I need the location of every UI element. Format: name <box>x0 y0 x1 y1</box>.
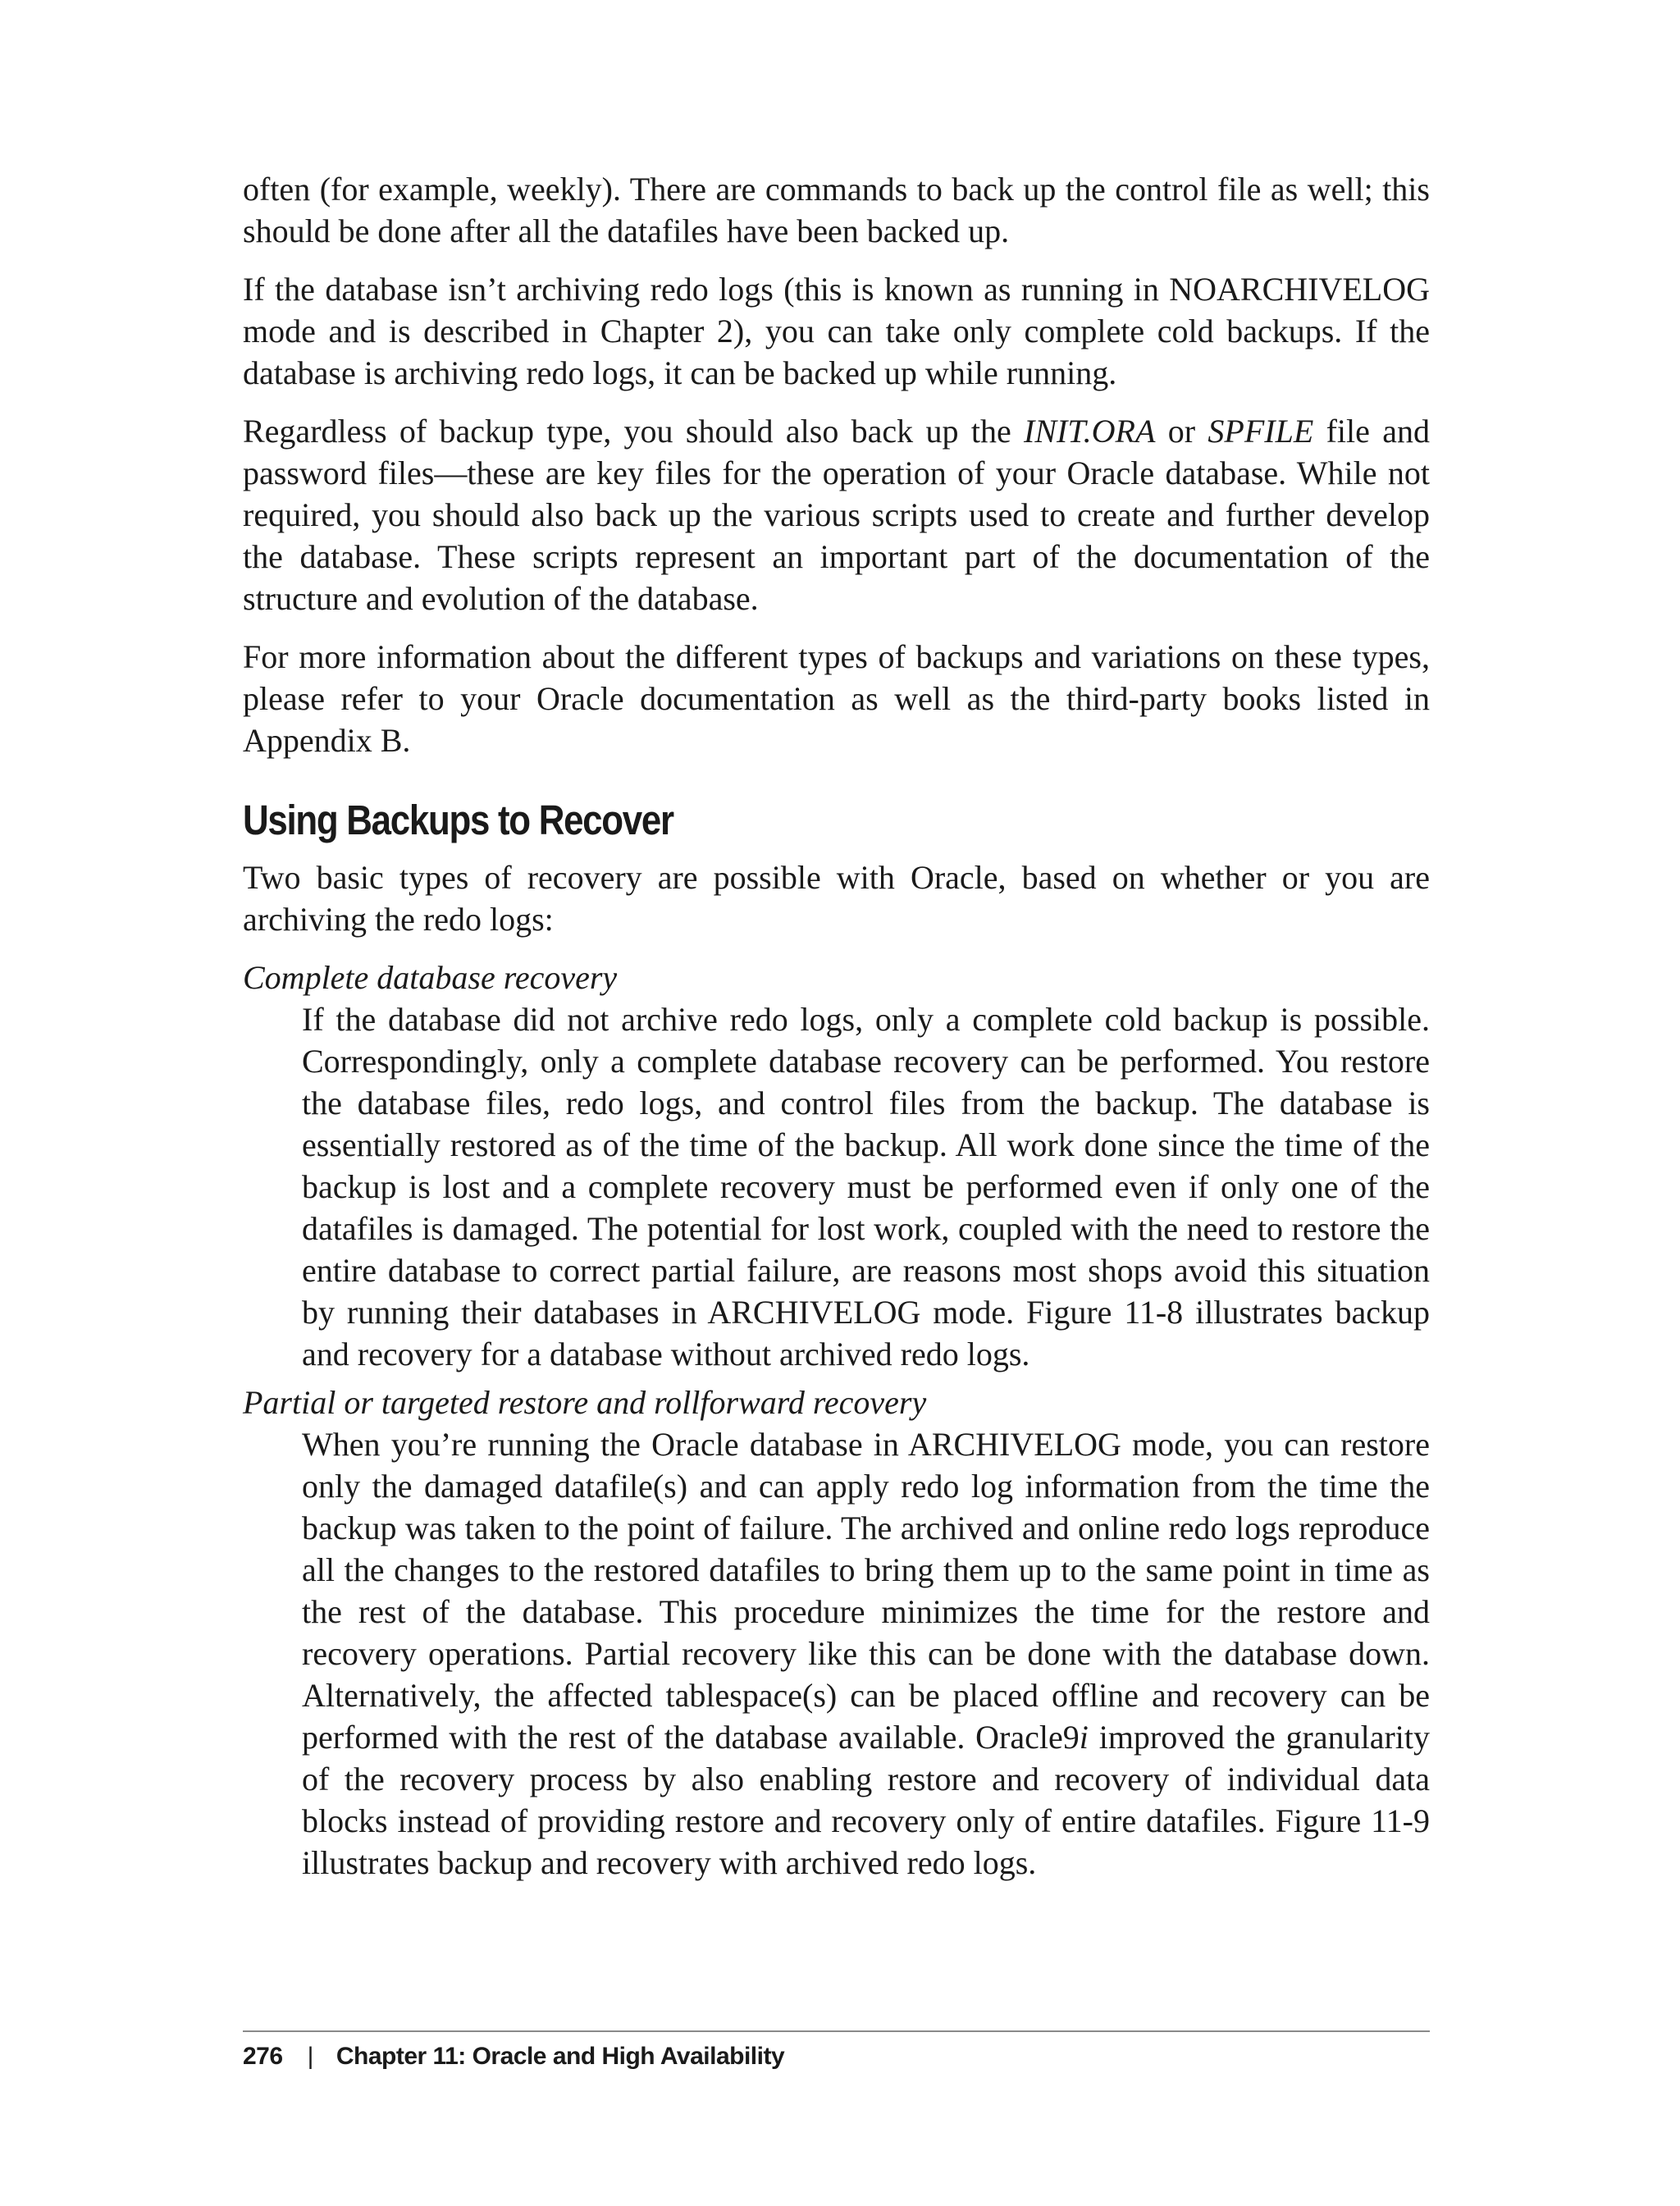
definition-partial-recovery <box>302 1423 1430 1884</box>
definition-complete-recovery <box>302 998 1430 1375</box>
chapter-title: Chapter 11: Oracle and High Availability <box>336 2043 785 2070</box>
text-run: Regardless of backup type, you should also back up the <box>243 413 1025 450</box>
version-suffix: i <box>1079 1719 1089 1756</box>
text-run: improved the granularity of the recovery process by also enabling restore and recovery of individual data blocks instead of providing restore and recovery only of entire datafiles. Figure 11-9 illustrates backup and recovery with archived redo logs. <box>302 1719 1431 1881</box>
definition-text <box>302 1423 1430 1884</box>
section-intro: Two basic types of recovery are possible with Oracle, based on whether or you are archiving the redo logs: <box>243 859 1430 938</box>
section-heading: Using Backups to Recover <box>243 797 673 843</box>
footer-separator: | <box>307 2043 313 2070</box>
recovery-types-list <box>243 957 1430 1884</box>
page-body <box>243 168 1430 1890</box>
paragraph-init-files <box>243 410 1430 619</box>
paragraph-more-info: For more information about the different types of backups and variations on these types, please refer to your Oracle documentation as well as the third-party books listed in Appendix B. <box>243 638 1430 759</box>
text-run: or <box>1155 413 1208 450</box>
paragraph-noarchivelog: If the database isn’t archiving redo logs (this is known as running in NOARCHIVELOG mode and is described in Chapter 2), you can take only complete cold backups. If the database is archiving redo logs, it can be backed up while running. <box>243 271 1430 391</box>
paragraph-control-file: often (for example, weekly). There are commands to back up the control file as well; this should be done after all the datafiles have been backed up. <box>243 171 1430 249</box>
term-partial-recovery: Partial or targeted restore and rollforward recovery <box>243 1384 927 1421</box>
filename-spfile: SPFILE <box>1208 413 1314 450</box>
term-complete-recovery: Complete database recovery <box>243 959 618 996</box>
definition-text: If the database did not archive redo logs, only a complete cold backup is possible. Correspondingly, only a complete database recovery can be performed. You restore the database files, redo logs, and control files from the backup. The database is essentially restored as of the time of the backup. All work done since the time of the backup is lost and a complete recovery must be performed even if only one of the datafiles is damaged. The potential for lost work, coupled with the need to restore the entire database to correct partial failure, are reasons most shops avoid this situation by running their databases in ARCHIVELOG mode. Figure 11-8 illustrates backup and recovery for a database without archived redo logs. <box>302 1001 1430 1372</box>
page-footer <box>243 2030 1430 2073</box>
filename-init-ora: INIT.ORA <box>1024 413 1156 450</box>
page-number: 276 <box>243 2043 283 2070</box>
text-run: When you’re running the Oracle database in ARCHIVELOG mode, you can restore only the damaged datafile(s) and can apply redo log information from the time the backup was taken to the point of failure. The archived and online redo logs reproduce all the changes to the restored datafiles to bring them up to the same point in time as the rest of the database. This procedure minimizes the time for the restore and recovery operations. Partial recovery like this can be done with the database down. Alternatively, the affected tablespace(s) can be placed offline and recovery can be performed with the rest of the database available. Oracle9 <box>302 1426 1430 1756</box>
text-run: file and password files—these are key files for the operation of your Oracle database. While not required, you should also back up the various scripts used to create and further develop the database. These scripts represent an important part of the documentation of the structure and evolution of the database. <box>243 413 1430 617</box>
